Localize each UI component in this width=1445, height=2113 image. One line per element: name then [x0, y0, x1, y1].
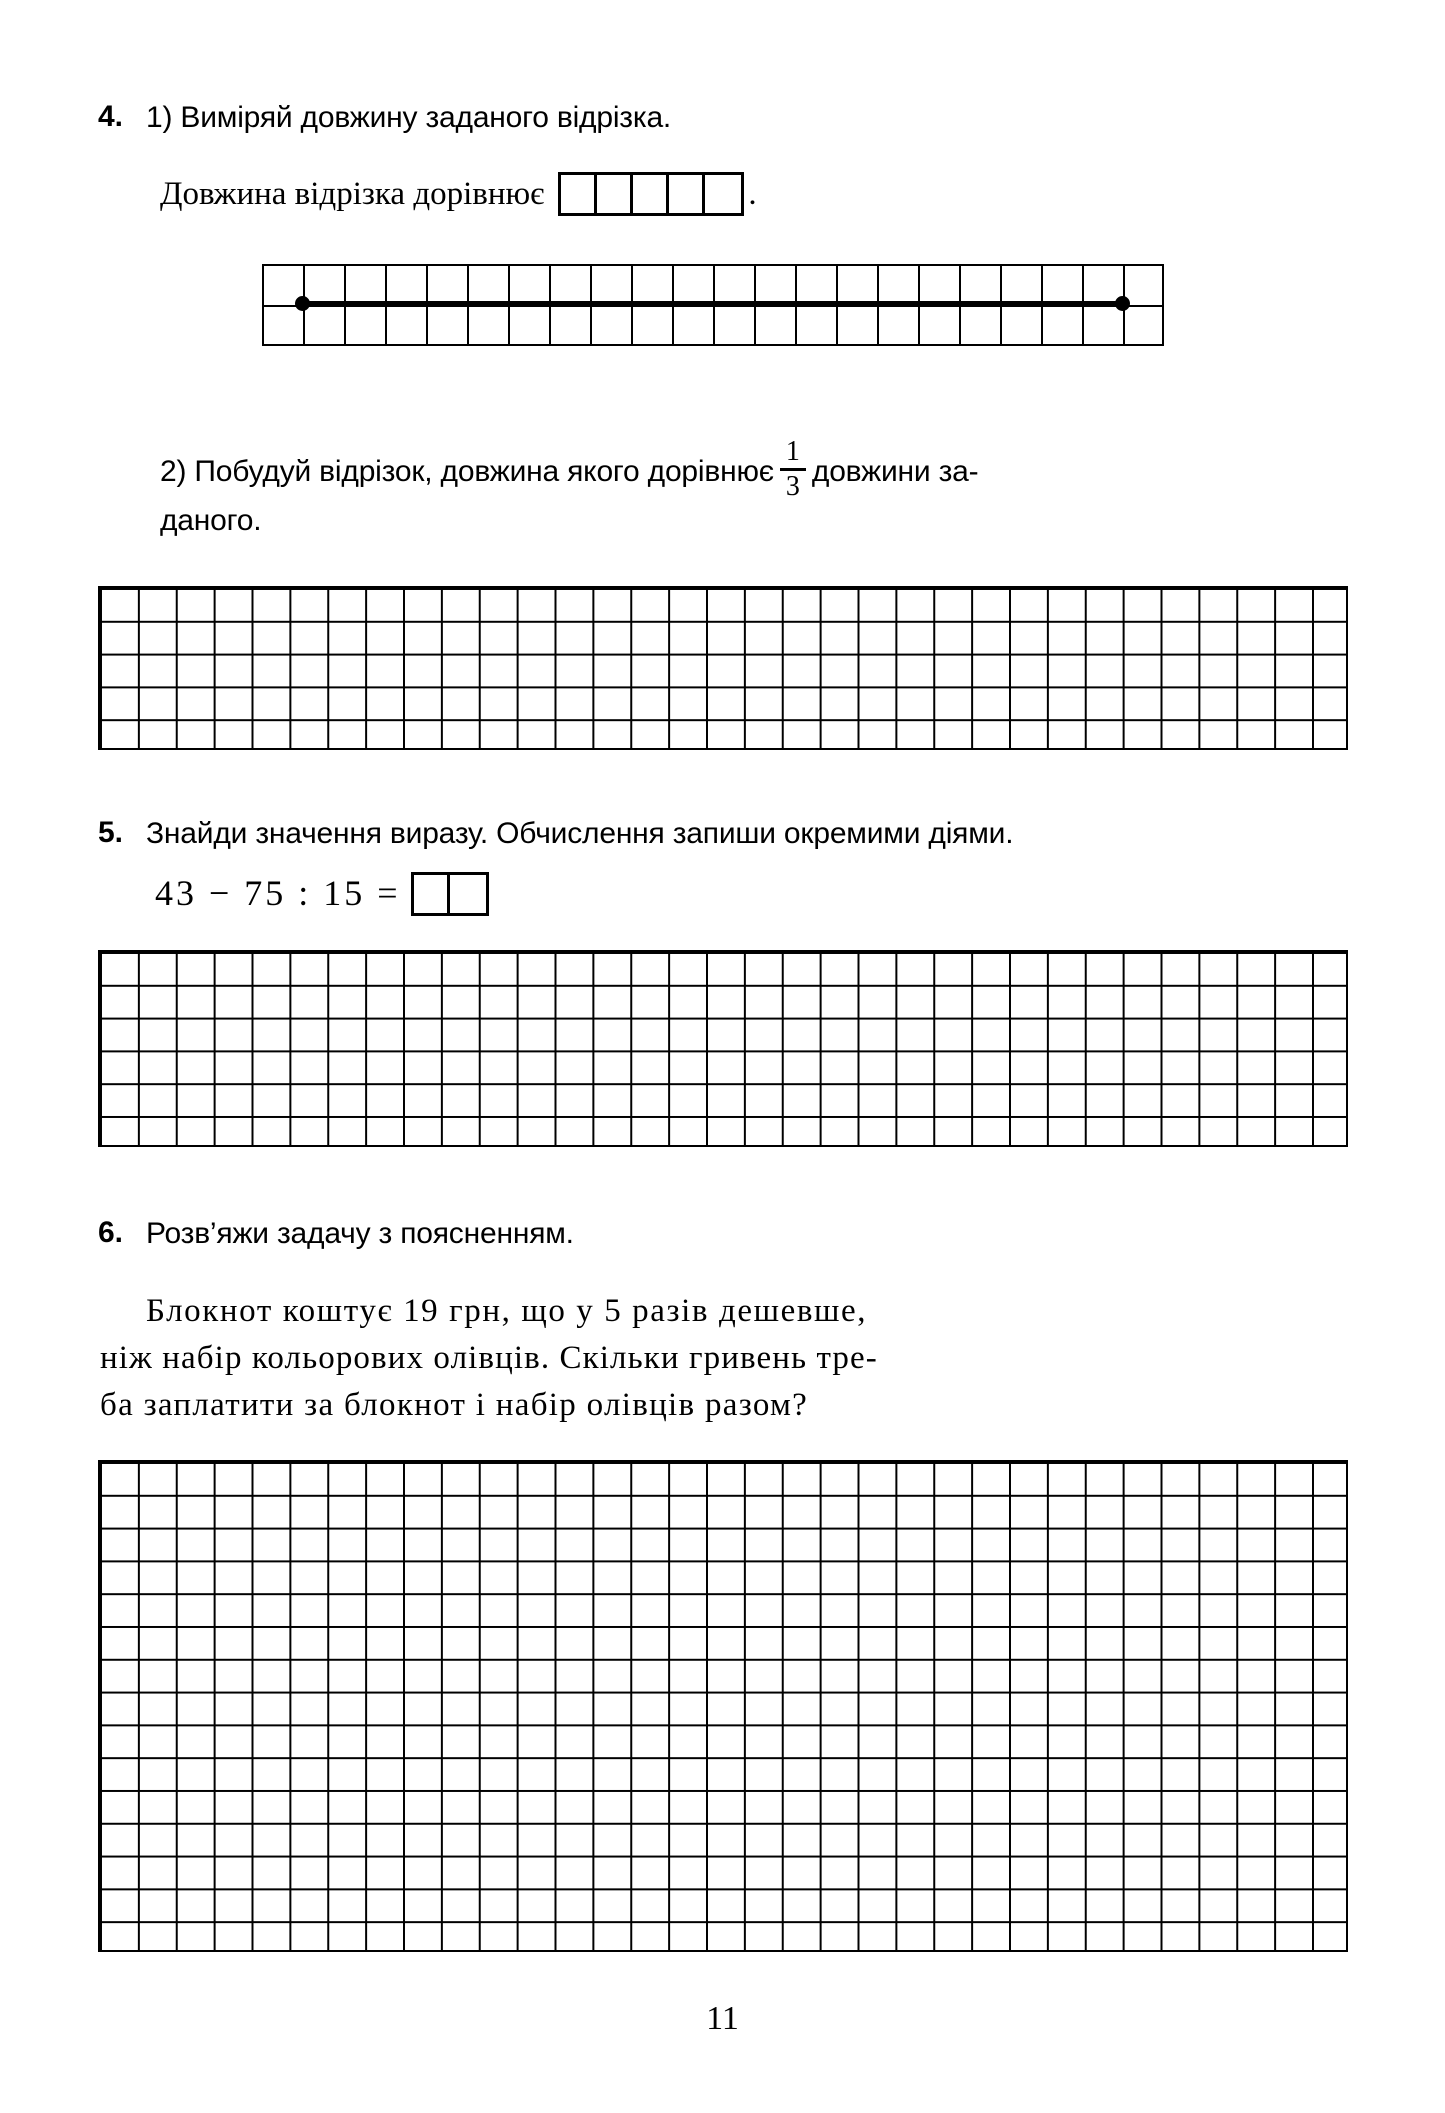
task-4-part2-label	[160, 436, 979, 503]
task-4-heading	[98, 102, 671, 134]
task-6-problem-text	[100, 1288, 1350, 1429]
task-5-label: Знайди значення виразу. Обчислення запиши окремими діями.	[146, 817, 1014, 850]
answer-cell[interactable]	[450, 875, 486, 913]
fraction-denominator: 3	[785, 471, 800, 502]
fraction-one-third	[780, 438, 806, 501]
task-4-number: 4.	[98, 100, 124, 133]
answer-cell[interactable]	[597, 175, 633, 213]
answer-sentence-prefix: Довжина відрізка дорівнює	[160, 175, 545, 212]
fraction-numerator: 1	[785, 436, 800, 467]
answer-cell[interactable]	[705, 175, 741, 213]
page-number: 11	[706, 2000, 739, 2037]
answer-cell[interactable]	[633, 175, 669, 213]
task-4-answer-sentence	[160, 172, 757, 216]
task-5-expression-row	[155, 872, 489, 916]
task-4-part1-label: 1) Виміряй довжину заданого відрізка.	[146, 101, 672, 134]
task-4-work-grid[interactable]	[98, 586, 1348, 750]
segment-endpoint-left-icon	[295, 296, 310, 311]
segment-endpoint-right-icon	[1115, 296, 1130, 311]
task-5-work-grid[interactable]	[98, 950, 1348, 1147]
task-6-work-grid[interactable]	[98, 1460, 1348, 1952]
task-6-problem-line2: ніж набір кольорових олівців. Скільки гривень тре-	[100, 1339, 878, 1376]
answer-cell[interactable]	[414, 875, 450, 913]
task-6-problem-line1: Блокнот коштує 19 грн, що у 5 разів дешевше,	[146, 1293, 868, 1329]
task-6-label: Розв’яжи задачу з поясненням.	[146, 1217, 574, 1250]
task-4-part2-text-after: довжини за-	[811, 454, 979, 488]
task-4-part2-text-before: 2) Побудуй відрізок, довжина якого дорівнює	[160, 454, 774, 488]
answer-cell[interactable]	[561, 175, 597, 213]
answer-sentence-suffix: .	[748, 175, 757, 212]
task-6-heading	[98, 1218, 574, 1250]
answer-cell[interactable]	[669, 175, 705, 213]
task-4-answer-boxes[interactable]	[558, 172, 744, 216]
task-6-number: 6.	[98, 1216, 124, 1249]
task-5-heading	[98, 818, 1013, 850]
task-5-expression: 43 − 75 : 15 =	[155, 873, 401, 914]
task-6-problem-line3: ба заплатити за блокнот і набір олівців разом?	[100, 1386, 809, 1423]
task-5-answer-boxes[interactable]	[411, 872, 489, 916]
task-4-measured-segment	[302, 301, 1122, 306]
task-5-number: 5.	[98, 816, 124, 849]
task-4-part2-label-line2: даного.	[160, 504, 262, 537]
